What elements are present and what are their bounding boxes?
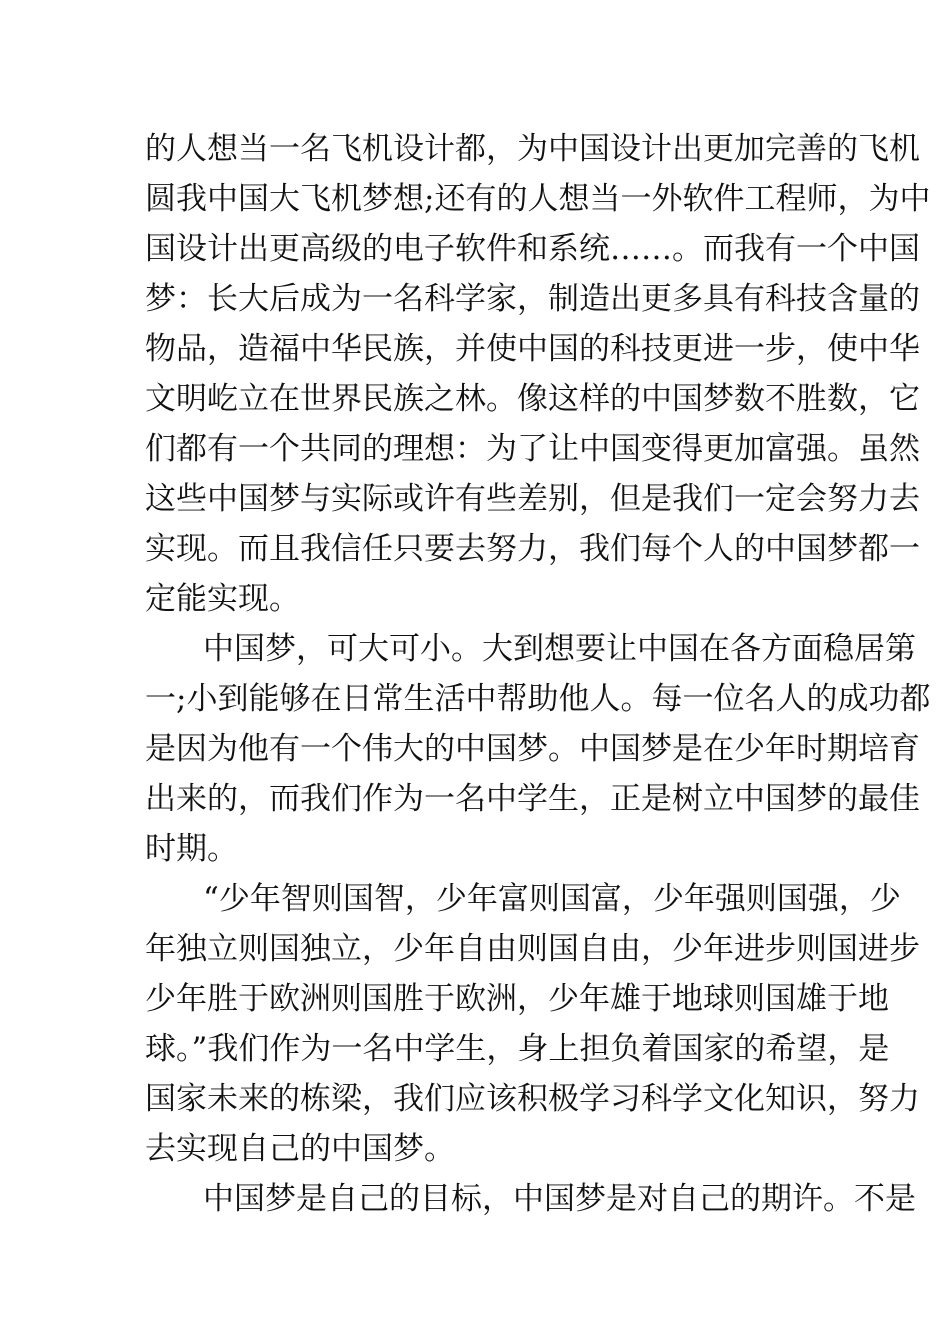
text-line: 时期。 <box>145 831 238 867</box>
text-line: 国家未来的栋梁，我们应该积极学习科学文化知识，努力 <box>145 1081 920 1117</box>
text-line: 实现。而且我信任只要去努力，我们每个人的中国梦都一 <box>145 531 920 567</box>
text-line: 梦：长大后成为一名科学家，制造出更多具有科技含量的 <box>145 281 920 317</box>
text-line: 国设计出更高级的电子软件和系统……。而我有一个中国 <box>145 231 920 267</box>
text-line: 球。”我们作为一名中学生，身上担负着国家的希望，是 <box>145 1031 890 1067</box>
text-line: 出来的，而我们作为一名中学生，正是树立中国梦的最佳 <box>145 781 920 817</box>
text-line: 圆我中国大飞机梦想;还有的人想当一外软件工程师，为中 <box>145 181 931 217</box>
text-line: 文明屹立在世界民族之林。像这样的中国梦数不胜数，它 <box>145 381 920 417</box>
paragraph-first-line: 中国梦，可大可小。大到想要让中国在各方面稳居第 <box>203 631 916 667</box>
body-text <box>145 124 931 1224</box>
text-line: 这些中国梦与实际或许有些差别，但是我们一定会努力去 <box>145 481 920 517</box>
text-line: 年独立则国独立，少年自由则国自由，少年进步则国进步 <box>145 931 920 967</box>
text-line: 的人想当一名飞机设计都，为中国设计出更加完善的飞机 <box>145 131 920 167</box>
text-line: 定能实现。 <box>145 581 300 617</box>
text-line: 少年胜于欧洲则国胜于欧洲，少年雄于地球则国雄于地 <box>145 981 889 1017</box>
text-line: 物品，造福中华民族，并使中国的科技更进一步，使中华 <box>145 331 920 367</box>
text-line: 们都有一个共同的理想：为了让中国变得更加富强。虽然 <box>145 431 920 467</box>
text-line: 一;小到能够在日常生活中帮助他人。每一位名人的成功都 <box>145 681 931 717</box>
text-line: 是因为他有一个伟大的中国梦。中国梦是在少年时期培育 <box>145 731 920 767</box>
text-line: 去实现自己的中国梦。 <box>145 1131 455 1167</box>
paragraph-first-line: “少年智则国智，少年富则国富，少年强则国强，少 <box>203 881 901 917</box>
paragraph-first-line: 中国梦是自己的目标，中国梦是对自己的期许。不是 <box>203 1181 916 1217</box>
